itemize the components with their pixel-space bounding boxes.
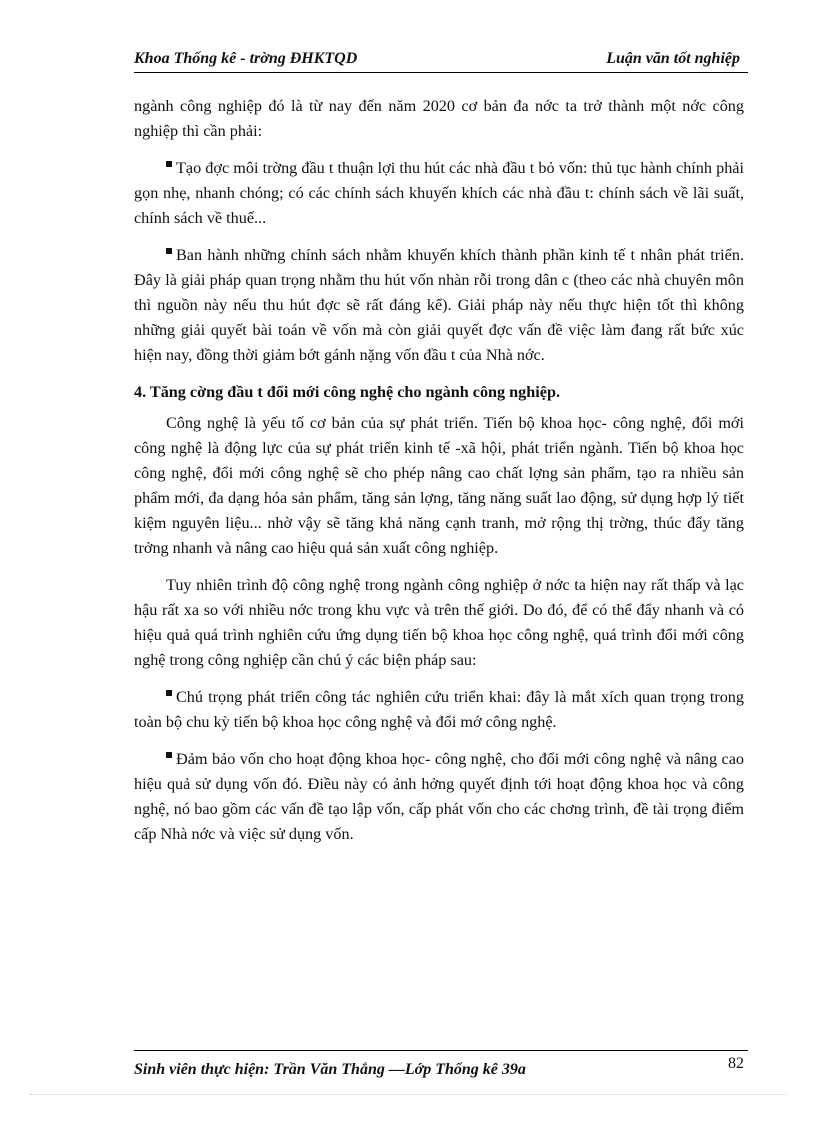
bullet-item-2: [134, 243, 744, 368]
bullet-text: Ban hành những chính sách nhằm khuyến khích thành phần kinh tế t nhân phát triển. Đây là giải pháp quan trọng nhằm thu hút vốn nhàn rỗi trong dân c (theo các nhà chuyên môn thì nguồn này nếu thu hút đợc sẽ rất đáng kể). Giải pháp này nếu thực hiện tốt thì không những giải quyết bài toán về vốn mà còn giải quyết đợc vấn đề việc làm đang rất bức xúc hiện nay, đồng thời giảm bớt gánh nặng vốn đầu t của Nhà nớc.: [134, 246, 744, 364]
page-header: [134, 50, 748, 73]
bullet-icon: [166, 248, 172, 254]
bullet-text: Tạo đợc môi trờng đầu t thuận lợi thu hút các nhà đầu t bỏ vốn: thủ tục hành chính phải gọn nhẹ, nhanh chóng; có các chính sách khuyến khích các nhà đầu t: chính sách về lãi suất, chính sách về thuế...: [134, 159, 744, 227]
page-number: 82: [728, 1055, 744, 1072]
bullet-item-3: [134, 685, 744, 735]
bullet-icon: [166, 161, 172, 167]
page-bottom-divider: [30, 1094, 786, 1095]
bullet-icon: [166, 690, 172, 696]
section-heading: 4. Tăng cờng đầu t đổi mới công nghệ cho ngành công nghiệp.: [134, 383, 561, 401]
document-body: [134, 94, 744, 859]
page-footer: [134, 1050, 748, 1081]
intro-paragraph: ngành công nghiệp đó là từ nay đến năm 2020 cơ bản đa nớc ta trở thành một nớc công nghiệp thì cần phải:: [134, 97, 744, 140]
bullet-text: Đảm bảo vốn cho hoạt động khoa học- công nghệ, cho đổi mới công nghệ và nâng cao hiệu quả sử dụng vốn đó. Điều này có ảnh hởng quyết định tới hoạt động khoa học và công nghệ, nó bao gồm các vấn đề tạo lập vốn, cấp phát vốn cho các chơng trình, đề tài trọng điểm cấp Nhà nớc và việc sử dụng vốn.: [134, 750, 744, 843]
bullet-icon: [166, 752, 172, 758]
header-faculty: Khoa Thống kê - trờng ĐHKTQD: [134, 50, 358, 67]
footer-author: Sinh viên thực hiện: Trần Văn Thắng —Lớp Thống kê 39a: [134, 1061, 526, 1078]
paragraph-technology: Công nghệ là yếu tố cơ bản của sự phát triển. Tiến bộ khoa học- công nghệ, đổi mới công nghệ là động lực của sự phát triển kinh tế -xã hội, phát triển ngành. Tiến bộ khoa học công nghệ, đổi mới công nghệ sẽ cho phép nâng cao chất lợng sản phẩm, tạo ra nhiều sản phẩm mới, đa dạng hóa sản phẩm, tăng sản lợng, tăng năng suất lao động, sử dụng hợp lý tiết kiệm nguyên liệu... nhờ vậy sẽ tăng khả năng cạnh tranh, mở rộng thị trờng, thúc đẩy tăng trởng nhanh và nâng cao hiệu quả sản xuất công nghiệp.: [134, 414, 744, 557]
bullet-item-1: [134, 156, 744, 231]
paragraph-current-level: Tuy nhiên trình độ công nghệ trong ngành công nghiệp ở nớc ta hiện nay rất thấp và lạc hậu rất xa so với nhiều nớc trong khu vực và trên thế giới. Do đó, để có thể đẩy nhanh và có hiệu quả quá trình nghiên cứu ứng dụng tiến bộ khoa học công nghệ, quá trình đổi mới công nghệ trong công nghiệp cần chú ý các biện pháp sau:: [134, 576, 744, 669]
bullet-text: Chú trọng phát triển công tác nghiên cứu triển khai: đây là mắt xích quan trọng trong toàn bộ chu kỳ tiến bộ khoa học công nghệ và đổi mớ công nghệ.: [134, 688, 744, 731]
bullet-item-4: [134, 747, 744, 847]
header-thesis-title: Luận văn tốt nghiệp: [606, 50, 740, 67]
